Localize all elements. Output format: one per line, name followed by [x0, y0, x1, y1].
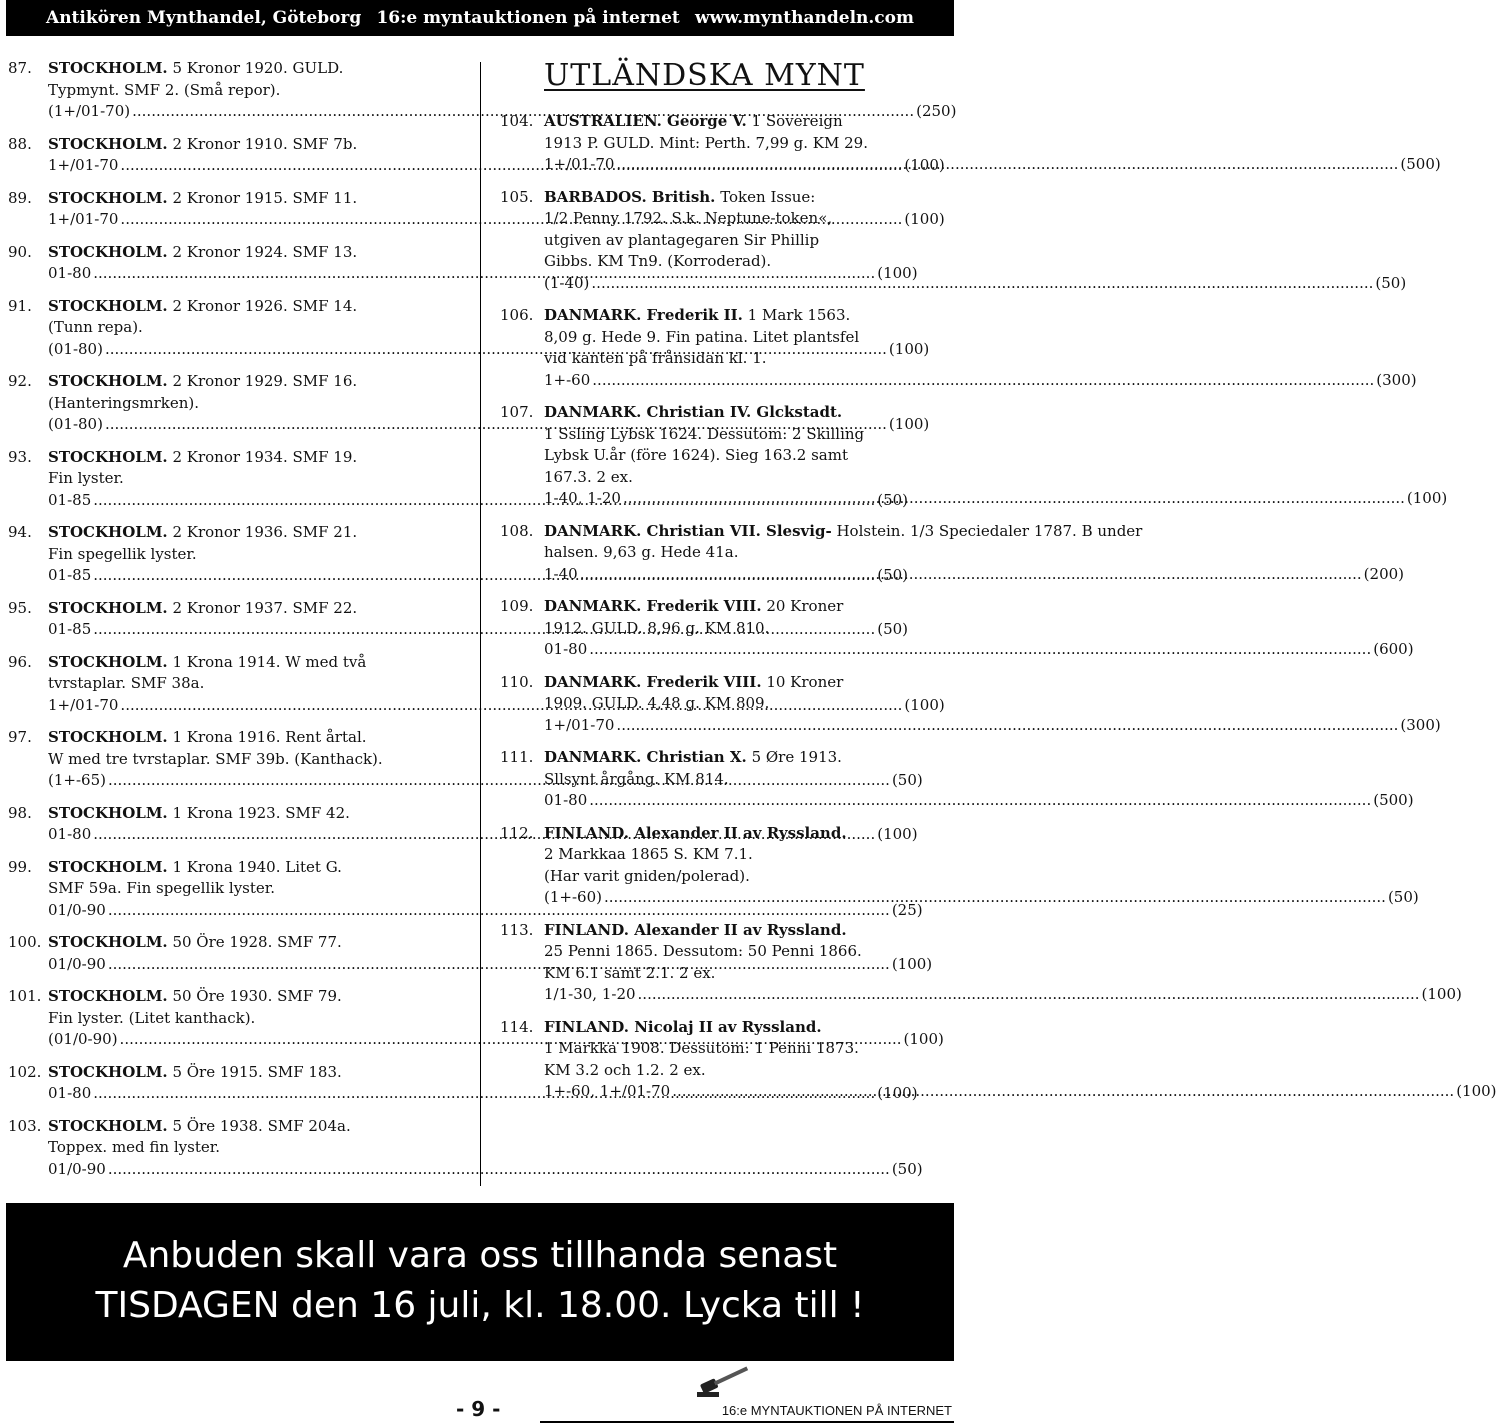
lot-estimate: (100)	[904, 695, 945, 714]
lot-estimate: (100)	[1406, 489, 1448, 507]
lot-number: 108.	[500, 521, 534, 540]
lot-description: 5 Kronor 1920. GULD.	[172, 59, 344, 77]
lot-name: FINLAND. Alexander II av Ryssland.	[544, 920, 847, 939]
page-footer	[0, 1393, 960, 1425]
dot-leader	[589, 640, 1371, 658]
dot-leader	[616, 155, 1398, 173]
lot-description: 1 Krona 1923. SMF 42.	[172, 803, 350, 822]
lot-number: 102.	[8, 1062, 42, 1081]
lot-name: STOCKHOLM.	[48, 652, 168, 671]
lot-grade: 01-80	[544, 640, 588, 658]
header-right: www.mynthandeln.com	[694, 8, 914, 28]
lot-number: 100.	[8, 933, 42, 951]
lot-description: 50 Öre 1930. SMF 79.	[172, 987, 342, 1005]
lot-description: 20 Kroner	[766, 597, 844, 615]
lot-entry	[500, 747, 1414, 812]
lot-description: tvrstaplar. SMF 38a.	[48, 674, 205, 692]
lot-description: Fin lyster.	[48, 469, 124, 487]
lot-description: Fin lyster. (Litet kanthack).	[48, 1008, 256, 1027]
lot-grade: 01-85	[48, 620, 92, 638]
lot-grade: 1+-60, 1+/01-70	[544, 1082, 671, 1100]
lot-estimate: (100)	[877, 264, 918, 282]
lot-estimate: (100)	[877, 825, 918, 843]
lot-description: KM 3.2 och 1.2. 2 ex.	[544, 1060, 706, 1079]
lot-number: 90.	[8, 242, 32, 261]
lot-number: 105.	[500, 187, 534, 206]
lot-description: Fin spegellik lyster.	[48, 544, 197, 563]
lot-first-line	[48, 727, 456, 749]
lot-number: 91.	[8, 296, 32, 315]
lot-number: 112.	[500, 823, 534, 842]
lot-estimate: (50)	[877, 620, 909, 638]
lot-description: 2 Kronor 1936. SMF 21.	[172, 523, 358, 541]
dot-leader	[616, 716, 1398, 734]
lot-number: 88.	[8, 134, 32, 153]
lot-grade: 1+/01-70	[544, 715, 615, 734]
lot-description: 1 Krona 1916. Rent årtal.	[172, 728, 367, 746]
lot-estimate: (25)	[891, 900, 923, 919]
lot-grade: 01/0-90	[48, 954, 106, 973]
lot-description: 1 Krona 1940. Litet G.	[172, 857, 342, 876]
lot-description: 2 Kronor 1924. SMF 13.	[172, 242, 358, 261]
lot-grade: 01/0-90	[48, 1159, 106, 1178]
lot-number: 92.	[8, 372, 32, 390]
lot-entry	[500, 596, 1414, 661]
lot-description: SMF 59a. Fin spegellik lyster.	[48, 879, 276, 897]
lot-number: 89.	[8, 188, 32, 207]
lot-description: 2 Kronor 1934. SMF 19.	[172, 447, 358, 466]
lot-first-line	[544, 305, 950, 327]
lot-description: vid kanten på frånsidan kl. 1.	[544, 349, 767, 367]
lot-first-line	[48, 188, 456, 210]
lot-grade: 1-40	[544, 564, 578, 583]
lot-description: 50 Öre 1928. SMF 77.	[172, 933, 342, 951]
lot-estimate: (50)	[1387, 888, 1419, 906]
lot-first-line	[544, 596, 950, 618]
lot-name: STOCKHOLM.	[48, 728, 168, 746]
dot-leader	[589, 791, 1371, 809]
lot-name: DANMARK. Christian IV. Glckstadt.	[544, 403, 843, 421]
lot-estimate: (50)	[877, 566, 909, 584]
lot-number: 101.	[8, 987, 42, 1005]
lot-price-line	[544, 154, 1441, 176]
lot-number: 87.	[8, 59, 32, 77]
lot-description: Toppex. med fin lyster.	[48, 1138, 221, 1156]
lot-description: 5 Öre 1938. SMF 204a.	[172, 1116, 351, 1135]
lot-name: FINLAND. Alexander II av Ryssland.	[544, 823, 847, 842]
section-title: UTLÄNDSKA MYNT	[544, 58, 865, 93]
lot-name: DANMARK. Frederik VIII.	[544, 672, 762, 691]
lot-price-line	[544, 639, 1414, 661]
lot-number: 98.	[8, 803, 32, 822]
lot-first-line	[544, 672, 950, 694]
dot-leader	[592, 371, 1374, 389]
lot-first-line	[544, 747, 950, 769]
lot-entry	[500, 1017, 1497, 1103]
lot-grade: 01/0-90	[48, 900, 106, 919]
lot-description: Gibbs. KM Tn9. (Korroderad).	[544, 252, 772, 270]
dot-leader	[604, 888, 1386, 906]
lot-estimate: (100)	[888, 339, 930, 358]
lot-entry	[500, 521, 1405, 586]
lot-description: 2 Kronor 1926. SMF 14.	[172, 296, 358, 315]
lot-price-line	[544, 488, 1448, 510]
dot-leader	[591, 274, 1373, 292]
header-center: 16:e myntauktionen på internet	[376, 8, 680, 28]
lot-name: BARBADOS. British.	[544, 187, 716, 206]
lot-price-line	[48, 155, 945, 177]
lot-name: STOCKHOLM.	[48, 987, 168, 1005]
lot-grade: (01/0-90)	[48, 1030, 118, 1048]
lot-grade: 1+/01-70	[48, 210, 119, 228]
lot-name: STOCKHOLM.	[48, 134, 168, 153]
lot-first-line	[48, 932, 456, 954]
lot-number: 99.	[8, 857, 32, 876]
lot-description: Holstein. 1/3 Speciedaler 1787. B under	[836, 521, 1143, 540]
lot-number: 96.	[8, 652, 32, 671]
header-left: Antikören Mynthandel, Göteborg	[46, 8, 362, 28]
lot-description: (Har varit gniden/polerad).	[544, 866, 750, 885]
lot-estimate: (100)	[1456, 1082, 1497, 1100]
right-column	[500, 58, 1497, 1114]
lot-description: Token Issue:	[720, 187, 816, 206]
lot-description: 1909. GULD. 4,48 g. KM 809.	[544, 694, 770, 712]
lot-first-line	[544, 920, 950, 942]
lot-name: STOCKHOLM.	[48, 523, 168, 541]
lot-estimate: (300)	[1376, 370, 1417, 389]
lot-price-line	[544, 984, 1462, 1006]
lot-description: W med tre tvrstaplar. SMF 39b. (Kanthack).	[48, 749, 383, 768]
lot-description: 2 Kronor 1937. SMF 22.	[172, 598, 358, 617]
lot-grade: 01-85	[48, 490, 92, 509]
lot-name: STOCKHOLM.	[48, 598, 168, 617]
lot-description: 1912. GULD. 8,96 g. KM 810.	[544, 618, 770, 637]
lot-name: STOCKHOLM.	[48, 372, 168, 390]
lot-grade: (01-80)	[48, 415, 103, 433]
lot-description: 25 Penni 1865. Dessutom: 50 Penni 1866.	[544, 942, 862, 960]
lot-description: 10 Kroner	[766, 672, 844, 691]
lot-name: AUSTRALIEN. George V.	[544, 112, 747, 130]
lot-estimate: (100)	[903, 1030, 944, 1048]
lot-name: DANMARK. Christian X.	[544, 748, 747, 766]
lot-description: 2 Kronor 1910. SMF 7b.	[172, 134, 358, 153]
lot-estimate: (50)	[877, 490, 909, 509]
lot-estimate: (200)	[1363, 564, 1405, 583]
lot-entry	[500, 920, 1462, 1006]
lot-name: DANMARK. Frederik II.	[544, 306, 743, 324]
column-divider	[480, 62, 481, 1186]
lot-first-line	[544, 1017, 950, 1039]
lot-grade: (1-40)	[544, 273, 590, 292]
lot-description: 167.3. 2 ex.	[544, 467, 633, 486]
lot-name: STOCKHOLM.	[48, 447, 168, 466]
lot-description: 8,09 g. Hede 9. Fin patina. Litet plantsfel	[544, 327, 860, 346]
dot-leader	[638, 985, 1420, 1003]
lot-grade: 01-80	[48, 1084, 92, 1102]
dot-leader	[108, 1160, 890, 1178]
lot-name: STOCKHOLM.	[48, 1062, 168, 1081]
lot-name: STOCKHOLM.	[48, 803, 168, 822]
lot-description: Lybsk U.år (före 1624). Sieg 163.2 samt	[544, 446, 848, 464]
lot-first-line	[48, 1116, 456, 1138]
lot-first-line	[48, 242, 456, 264]
lot-grade: 1+/01-70	[544, 155, 615, 173]
lot-estimate: (300)	[1400, 715, 1441, 734]
lot-estimate: (100)	[888, 415, 930, 433]
lot-price-line	[544, 564, 1405, 586]
lot-name: STOCKHOLM.	[48, 188, 168, 207]
lot-description: 1913 P. GULD. Mint: Perth. 7,99 g. KM 29.	[544, 133, 868, 152]
lot-grade: 01-80	[48, 264, 92, 282]
lot-first-line	[48, 447, 456, 469]
lot-name: STOCKHOLM.	[48, 296, 168, 315]
lot-first-line	[544, 823, 950, 845]
lot-description: 1/2 Penny 1792. S.k. Neptune-token«,	[544, 209, 833, 227]
header-banner	[6, 0, 954, 36]
lot-estimate: (100)	[891, 954, 933, 973]
page-number: - 9 -	[456, 1397, 501, 1421]
lot-grade: 1/1-30, 1-20	[544, 985, 636, 1003]
lot-first-line	[48, 598, 456, 620]
lot-first-line	[48, 986, 456, 1008]
lot-name: DANMARK. Christian VII. Slesvig-	[544, 521, 832, 540]
lot-number: 95.	[8, 598, 32, 617]
lot-estimate: (100)	[1421, 985, 1462, 1003]
lot-price-line	[544, 370, 1417, 392]
lot-grade: 1+/01-70	[48, 156, 119, 174]
lot-first-line	[544, 111, 950, 133]
lot-description: halsen. 9,63 g. Hede 41a.	[544, 543, 739, 561]
lot-number: 111.	[500, 748, 534, 766]
lot-estimate: (50)	[891, 1159, 923, 1178]
lot-description: 5 Öre 1915. SMF 183.	[172, 1062, 342, 1081]
lot-description: 2 Markkaa 1865 S. KM 7.1.	[544, 845, 753, 863]
deadline-banner	[6, 1203, 954, 1361]
lot-number: 97.	[8, 728, 32, 746]
lot-first-line	[48, 803, 456, 825]
lot-grade: (01-80)	[48, 339, 103, 358]
lot-first-line	[48, 296, 456, 318]
lot-number: 106.	[500, 306, 534, 324]
lot-estimate: (100)	[877, 1084, 918, 1102]
lot-description: 1 Krona 1914. W med två	[172, 652, 367, 671]
lot-first-line	[544, 521, 1143, 543]
lot-price-line	[544, 1081, 1497, 1103]
lot-entry	[500, 305, 1417, 391]
dot-leader	[672, 1082, 1454, 1100]
lot-first-line	[48, 652, 456, 674]
lot-price-line	[544, 887, 1419, 909]
lot-description: (Hanteringsmrken).	[48, 393, 200, 412]
lot-grade: 01-80	[544, 791, 588, 809]
lot-description: utgiven av plantagegaren Sir Phillip	[544, 230, 820, 249]
lot-description: 2 Kronor 1915. SMF 11.	[172, 188, 358, 207]
lot-entry	[500, 187, 1407, 295]
deadline-line-1: Anbuden skall vara oss tillhanda senast	[122, 1235, 838, 1276]
lot-entry	[500, 672, 1441, 737]
lot-number: 103.	[8, 1116, 42, 1135]
lot-name: STOCKHOLM.	[48, 857, 168, 876]
lot-description: Typmynt. SMF 2. (Små repor).	[48, 80, 281, 99]
lot-name: STOCKHOLM.	[48, 933, 168, 951]
lot-grade: (1+/01-70)	[48, 102, 131, 120]
lot-first-line	[544, 402, 950, 424]
dot-leader	[580, 565, 1362, 583]
lot-entry	[8, 1116, 923, 1181]
lot-estimate: (250)	[916, 102, 957, 120]
lot-price-line	[48, 900, 923, 922]
dot-leader	[623, 489, 1405, 507]
lot-name: FINLAND. Nicolaj II av Ryssland.	[544, 1017, 822, 1036]
lot-name: STOCKHOLM.	[48, 59, 168, 77]
lot-number: 114.	[500, 1017, 534, 1036]
lot-description: 1 Ssling Lybsk 1624. Dessutom: 2 Skilling	[544, 424, 865, 443]
lot-description: 1 Markka 1908. Dessutom: 1 Penni 1873.	[544, 1039, 859, 1057]
lot-price-line	[544, 715, 1441, 737]
lot-name: STOCKHOLM.	[48, 242, 168, 261]
lot-estimate: (500)	[1400, 155, 1441, 173]
lot-number: 113.	[500, 920, 534, 939]
lot-grade: 1-40, 1-20	[544, 489, 621, 507]
lot-description: (Tunn repa).	[48, 318, 143, 336]
footer-rule	[540, 1421, 954, 1423]
lot-description: Sllsynt årgång. KM 814.	[544, 769, 729, 788]
lot-estimate: (600)	[1373, 640, 1414, 658]
lot-number: 109.	[500, 597, 534, 615]
deadline-line-2: TISDAGEN den 16 juli, kl. 18.00. Lycka till !	[95, 1285, 865, 1326]
lot-number: 104.	[500, 112, 534, 130]
lot-name: STOCKHOLM.	[48, 1116, 168, 1135]
lot-entry	[500, 823, 1419, 909]
lot-name: DANMARK. Frederik VIII.	[544, 597, 762, 615]
lot-number: 94.	[8, 523, 32, 541]
lot-estimate: (50)	[1375, 273, 1407, 292]
lot-estimate: (500)	[1373, 791, 1414, 809]
lot-first-line	[48, 371, 456, 393]
lot-number: 110.	[500, 672, 534, 691]
lot-first-line	[48, 857, 456, 879]
lot-grade: 1+-60	[544, 370, 591, 389]
lot-grade: 01-80	[48, 825, 92, 843]
lot-grade: 1+/01-70	[48, 695, 119, 714]
lot-description: 2 Kronor 1929. SMF 16.	[172, 372, 358, 390]
lot-price-line	[48, 1159, 923, 1181]
lot-price-line	[544, 790, 1414, 812]
lot-grade: (1+-65)	[48, 771, 106, 789]
lot-first-line	[48, 58, 456, 80]
lot-description: KM 6.1 samt 2.1. 2 ex.	[544, 963, 716, 982]
lot-description: 5 Øre 1913.	[751, 748, 842, 766]
lot-first-line	[48, 1062, 456, 1084]
lot-grade: (1+-60)	[544, 888, 602, 906]
lot-description: 1 Mark 1563.	[747, 306, 851, 324]
lot-estimate: (100)	[904, 210, 945, 228]
lot-grade: 01-85	[48, 566, 92, 584]
lot-estimate: (100)	[904, 156, 945, 174]
footer-text: 16:e MYNTAUKTIONEN PÅ INTERNET	[721, 1403, 952, 1418]
lot-first-line	[48, 134, 456, 156]
lot-price-line	[544, 273, 1407, 295]
lot-number: 107.	[500, 403, 534, 421]
lot-first-line	[48, 522, 456, 544]
lot-first-line	[544, 187, 950, 209]
lot-description: 1 Sovereign	[751, 112, 843, 130]
lot-number: 93.	[8, 447, 32, 466]
lot-estimate: (50)	[891, 771, 923, 789]
lot-entry	[500, 402, 1448, 510]
